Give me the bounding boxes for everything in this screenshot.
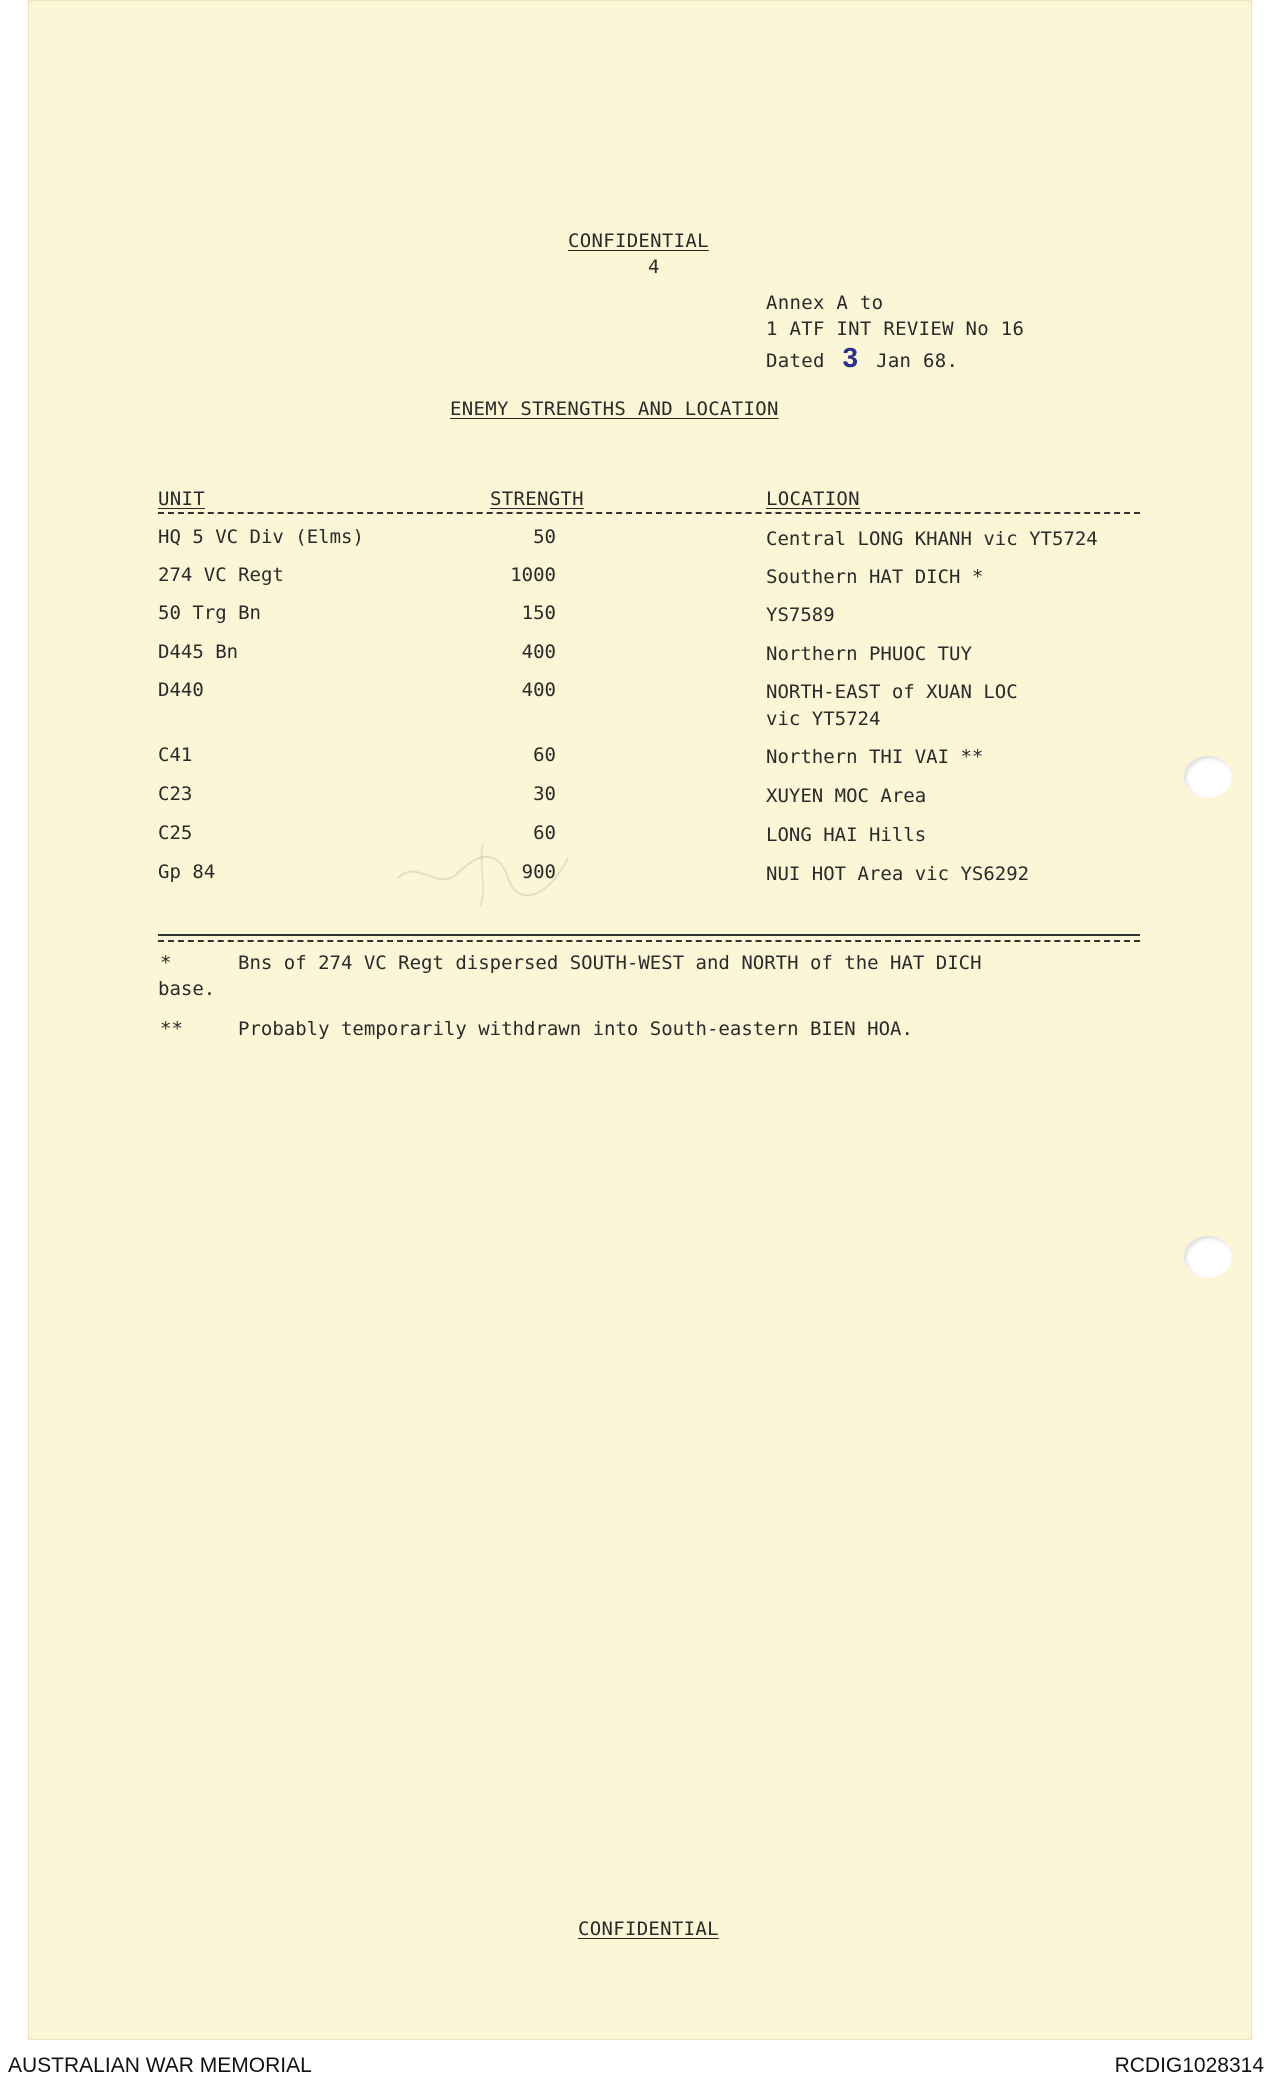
punch-hole-bottom (1184, 1236, 1232, 1278)
table-row (0, 602, 1274, 636)
cell-strength: 60 (533, 822, 556, 844)
classification-footer: CONFIDENTIAL (578, 1918, 719, 1940)
cell-unit: C23 (158, 783, 193, 805)
page-number: 4 (648, 256, 660, 278)
table-row (0, 744, 1274, 778)
footnote-1-mark: * (160, 952, 172, 974)
column-header-strength: STRENGTH (490, 488, 584, 510)
table-row (0, 861, 1274, 895)
column-header-unit: UNIT (158, 488, 205, 510)
cell-strength: 50 (533, 526, 556, 548)
cell-location: LONG HAI Hills (766, 824, 927, 846)
cell-unit: 50 Trg Bn (158, 602, 261, 624)
cell-location: Northern THI VAI ** (766, 746, 984, 768)
classification-header: CONFIDENTIAL (568, 230, 709, 252)
footnote-1-continuation: base. (158, 978, 216, 1000)
dated-day-handwritten: 3 (842, 342, 859, 373)
cell-strength: 60 (533, 744, 556, 766)
cell-unit: D440 (158, 679, 204, 701)
table-row (0, 564, 1274, 598)
footnote-2-text: Probably temporarily withdrawn into South-eastern BIEN HOA. (238, 1018, 913, 1040)
archive-institution: AUSTRALIAN WAR MEMORIAL (8, 2054, 312, 2077)
table-row (0, 822, 1274, 856)
cell-strength: 150 (521, 602, 556, 624)
cell-strength: 30 (533, 783, 556, 805)
cell-unit: C41 (158, 744, 193, 766)
cell-location: NUI HOT Area vic YS6292 (766, 863, 1030, 885)
cell-unit: HQ 5 VC Div (Elms) (158, 526, 364, 548)
table-bottom-rule (158, 934, 1140, 936)
cell-strength: 400 (521, 641, 556, 663)
cell-strength: 400 (521, 679, 556, 701)
annex-line-1: Annex A to (766, 292, 884, 314)
cell-location: Southern HAT DICH * (766, 566, 984, 588)
table-row (0, 526, 1274, 560)
archive-reference: RCDIG1028314 (1114, 2054, 1264, 2077)
footnote-2-mark: ** (160, 1018, 183, 1040)
table-bottom-rule-dashed (158, 940, 1140, 942)
dated-line (766, 342, 958, 374)
cell-location: XUYEN MOC Area (766, 785, 927, 807)
cell-location: NORTH-EAST of XUAN LOC vic YT5724 (766, 681, 1018, 730)
column-header-location: LOCATION (766, 488, 860, 510)
cell-location: Northern PHUOC TUY (766, 643, 972, 665)
cell-location: YS7589 (766, 604, 835, 626)
cell-unit: 274 VC Regt (158, 564, 284, 586)
table-row (0, 783, 1274, 817)
cell-unit: D445 Bn (158, 641, 239, 663)
dated-label: Dated (766, 350, 825, 372)
cell-location: Central LONG KHANH vic YT5724 (766, 528, 1098, 550)
cell-strength: 1000 (510, 564, 556, 586)
cell-unit: C25 (158, 822, 193, 844)
table-row (0, 679, 1274, 739)
archive-footer (0, 2040, 1274, 2082)
header-divider (158, 512, 1140, 514)
cell-strength: 900 (521, 861, 556, 883)
table-row (0, 641, 1274, 675)
dated-rest: Jan 68. (876, 350, 959, 372)
cell-unit: Gp 84 (158, 861, 216, 883)
annex-line-2: 1 ATF INT REVIEW No 16 (766, 318, 1025, 340)
footnote-1-text: Bns of 274 VC Regt dispersed SOUTH-WEST and NORTH of the HAT DICH (238, 952, 982, 974)
page-title: ENEMY STRENGTHS AND LOCATION (450, 398, 779, 420)
